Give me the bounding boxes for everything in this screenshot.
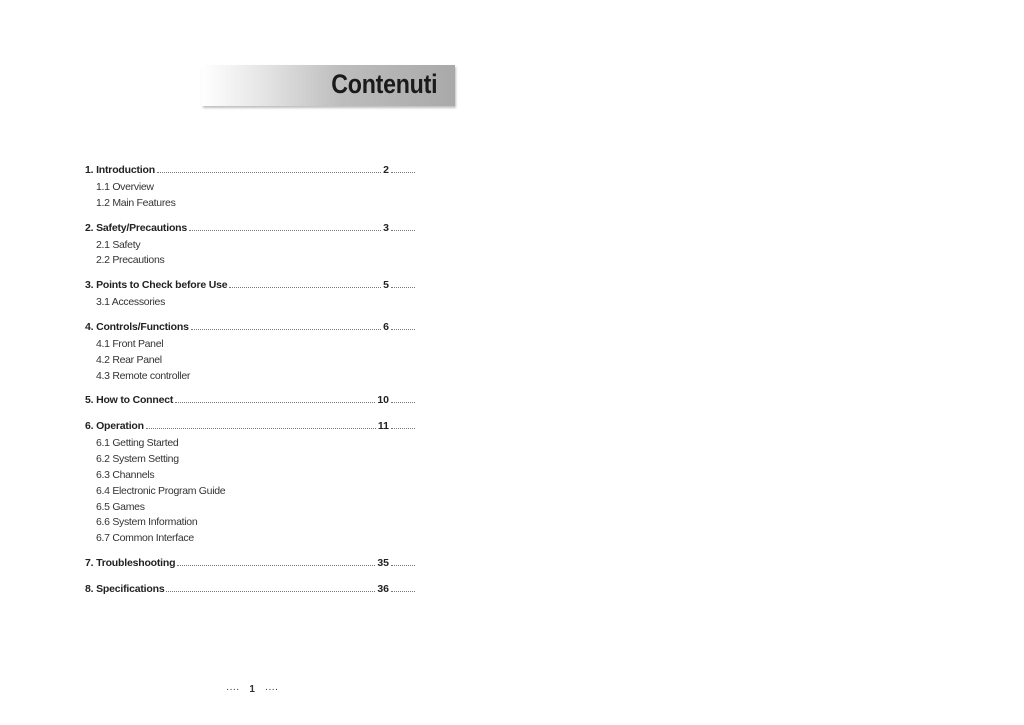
toc-section-heading[interactable] (85, 583, 415, 599)
toc-section (85, 583, 415, 599)
toc-subsection[interactable]: 2.1 Safety (96, 238, 141, 251)
toc-section-heading[interactable] (85, 420, 415, 436)
footer-dots-right: ···· (264, 684, 279, 695)
page-footer (226, 684, 278, 695)
toc-section-label: 5. How to Connect (85, 394, 174, 407)
toc-page-number: 35 (377, 556, 389, 569)
toc-page-number: 11 (377, 420, 389, 433)
table-of-contents (85, 164, 415, 609)
toc-section (85, 164, 415, 212)
toc-subsection[interactable]: 4.3 Remote controller (96, 369, 191, 382)
toc-subsection[interactable]: 6.2 System Setting (96, 453, 179, 466)
toc-subsection[interactable]: 4.2 Rear Panel (96, 353, 162, 366)
toc-subsection[interactable]: 6.6 System Information (96, 516, 198, 529)
page-title: Contenuti (330, 69, 437, 99)
dot-leader (146, 428, 376, 429)
dot-leader-end (391, 591, 415, 592)
toc-section-heading[interactable] (85, 279, 415, 295)
toc-page-number: 2 (383, 164, 389, 176)
toc-section-heading[interactable] (85, 321, 415, 337)
dot-leader-end (391, 402, 415, 403)
dot-leader (191, 329, 381, 330)
toc-subsection[interactable]: 3.1 Accessories (96, 296, 166, 309)
title-banner (202, 65, 455, 106)
dot-leader (175, 402, 375, 403)
toc-section (85, 222, 415, 270)
dot-leader (189, 230, 381, 231)
dot-leader (166, 591, 375, 592)
toc-page-number: 5 (383, 279, 389, 292)
toc-section-heading[interactable] (85, 222, 415, 238)
toc-section (85, 557, 415, 573)
toc-subsection[interactable]: 6.1 Getting Started (96, 437, 179, 450)
page-number: 1 (249, 684, 255, 695)
toc-section-label: 6. Operation (85, 420, 144, 433)
dot-leader (229, 287, 381, 288)
dot-leader-end (391, 428, 415, 429)
toc-section-label: 3. Points to Check before Use (85, 279, 228, 292)
dot-leader-end (391, 230, 415, 231)
toc-subsection[interactable]: 6.5 Games (96, 500, 145, 513)
dot-leader-end (391, 287, 415, 288)
toc-section-label: 1. Introduction (85, 164, 155, 176)
toc-subsection[interactable]: 6.3 Channels (96, 468, 155, 481)
toc-section-heading[interactable] (85, 394, 415, 410)
toc-subsection[interactable]: 6.7 Common Interface (96, 532, 194, 545)
toc-subsection[interactable]: 6.4 Electronic Program Guide (96, 484, 226, 497)
toc-subsection[interactable]: 1.1 Overview (96, 181, 154, 193)
dot-leader-end (391, 565, 415, 566)
dot-leader-end (391, 329, 415, 330)
toc-section (85, 321, 415, 384)
toc-section-heading[interactable] (85, 164, 415, 180)
dot-leader (177, 565, 375, 566)
toc-section (85, 420, 415, 547)
toc-section-label: 8. Specifications (85, 582, 165, 595)
toc-section-label: 4. Controls/Functions (85, 320, 189, 333)
toc-section (85, 279, 415, 311)
toc-subsection[interactable]: 4.1 Front Panel (96, 337, 164, 350)
toc-subsection[interactable]: 2.2 Precautions (96, 254, 165, 267)
toc-page-number: 10 (377, 394, 389, 407)
toc-page-number: 36 (377, 582, 389, 595)
dot-leader-end (391, 172, 415, 173)
toc-section-label: 7. Troubleshooting (85, 556, 176, 569)
dot-leader (157, 172, 381, 173)
footer-dots-left: ···· (226, 684, 240, 695)
toc-subsection[interactable]: 1.2 Main Features (96, 196, 176, 209)
toc-section-heading[interactable] (85, 557, 415, 573)
toc-page-number: 3 (383, 221, 389, 234)
toc-section (85, 394, 415, 410)
toc-page-number: 6 (383, 320, 389, 333)
toc-section-label: 2. Safety/Precautions (85, 221, 188, 234)
